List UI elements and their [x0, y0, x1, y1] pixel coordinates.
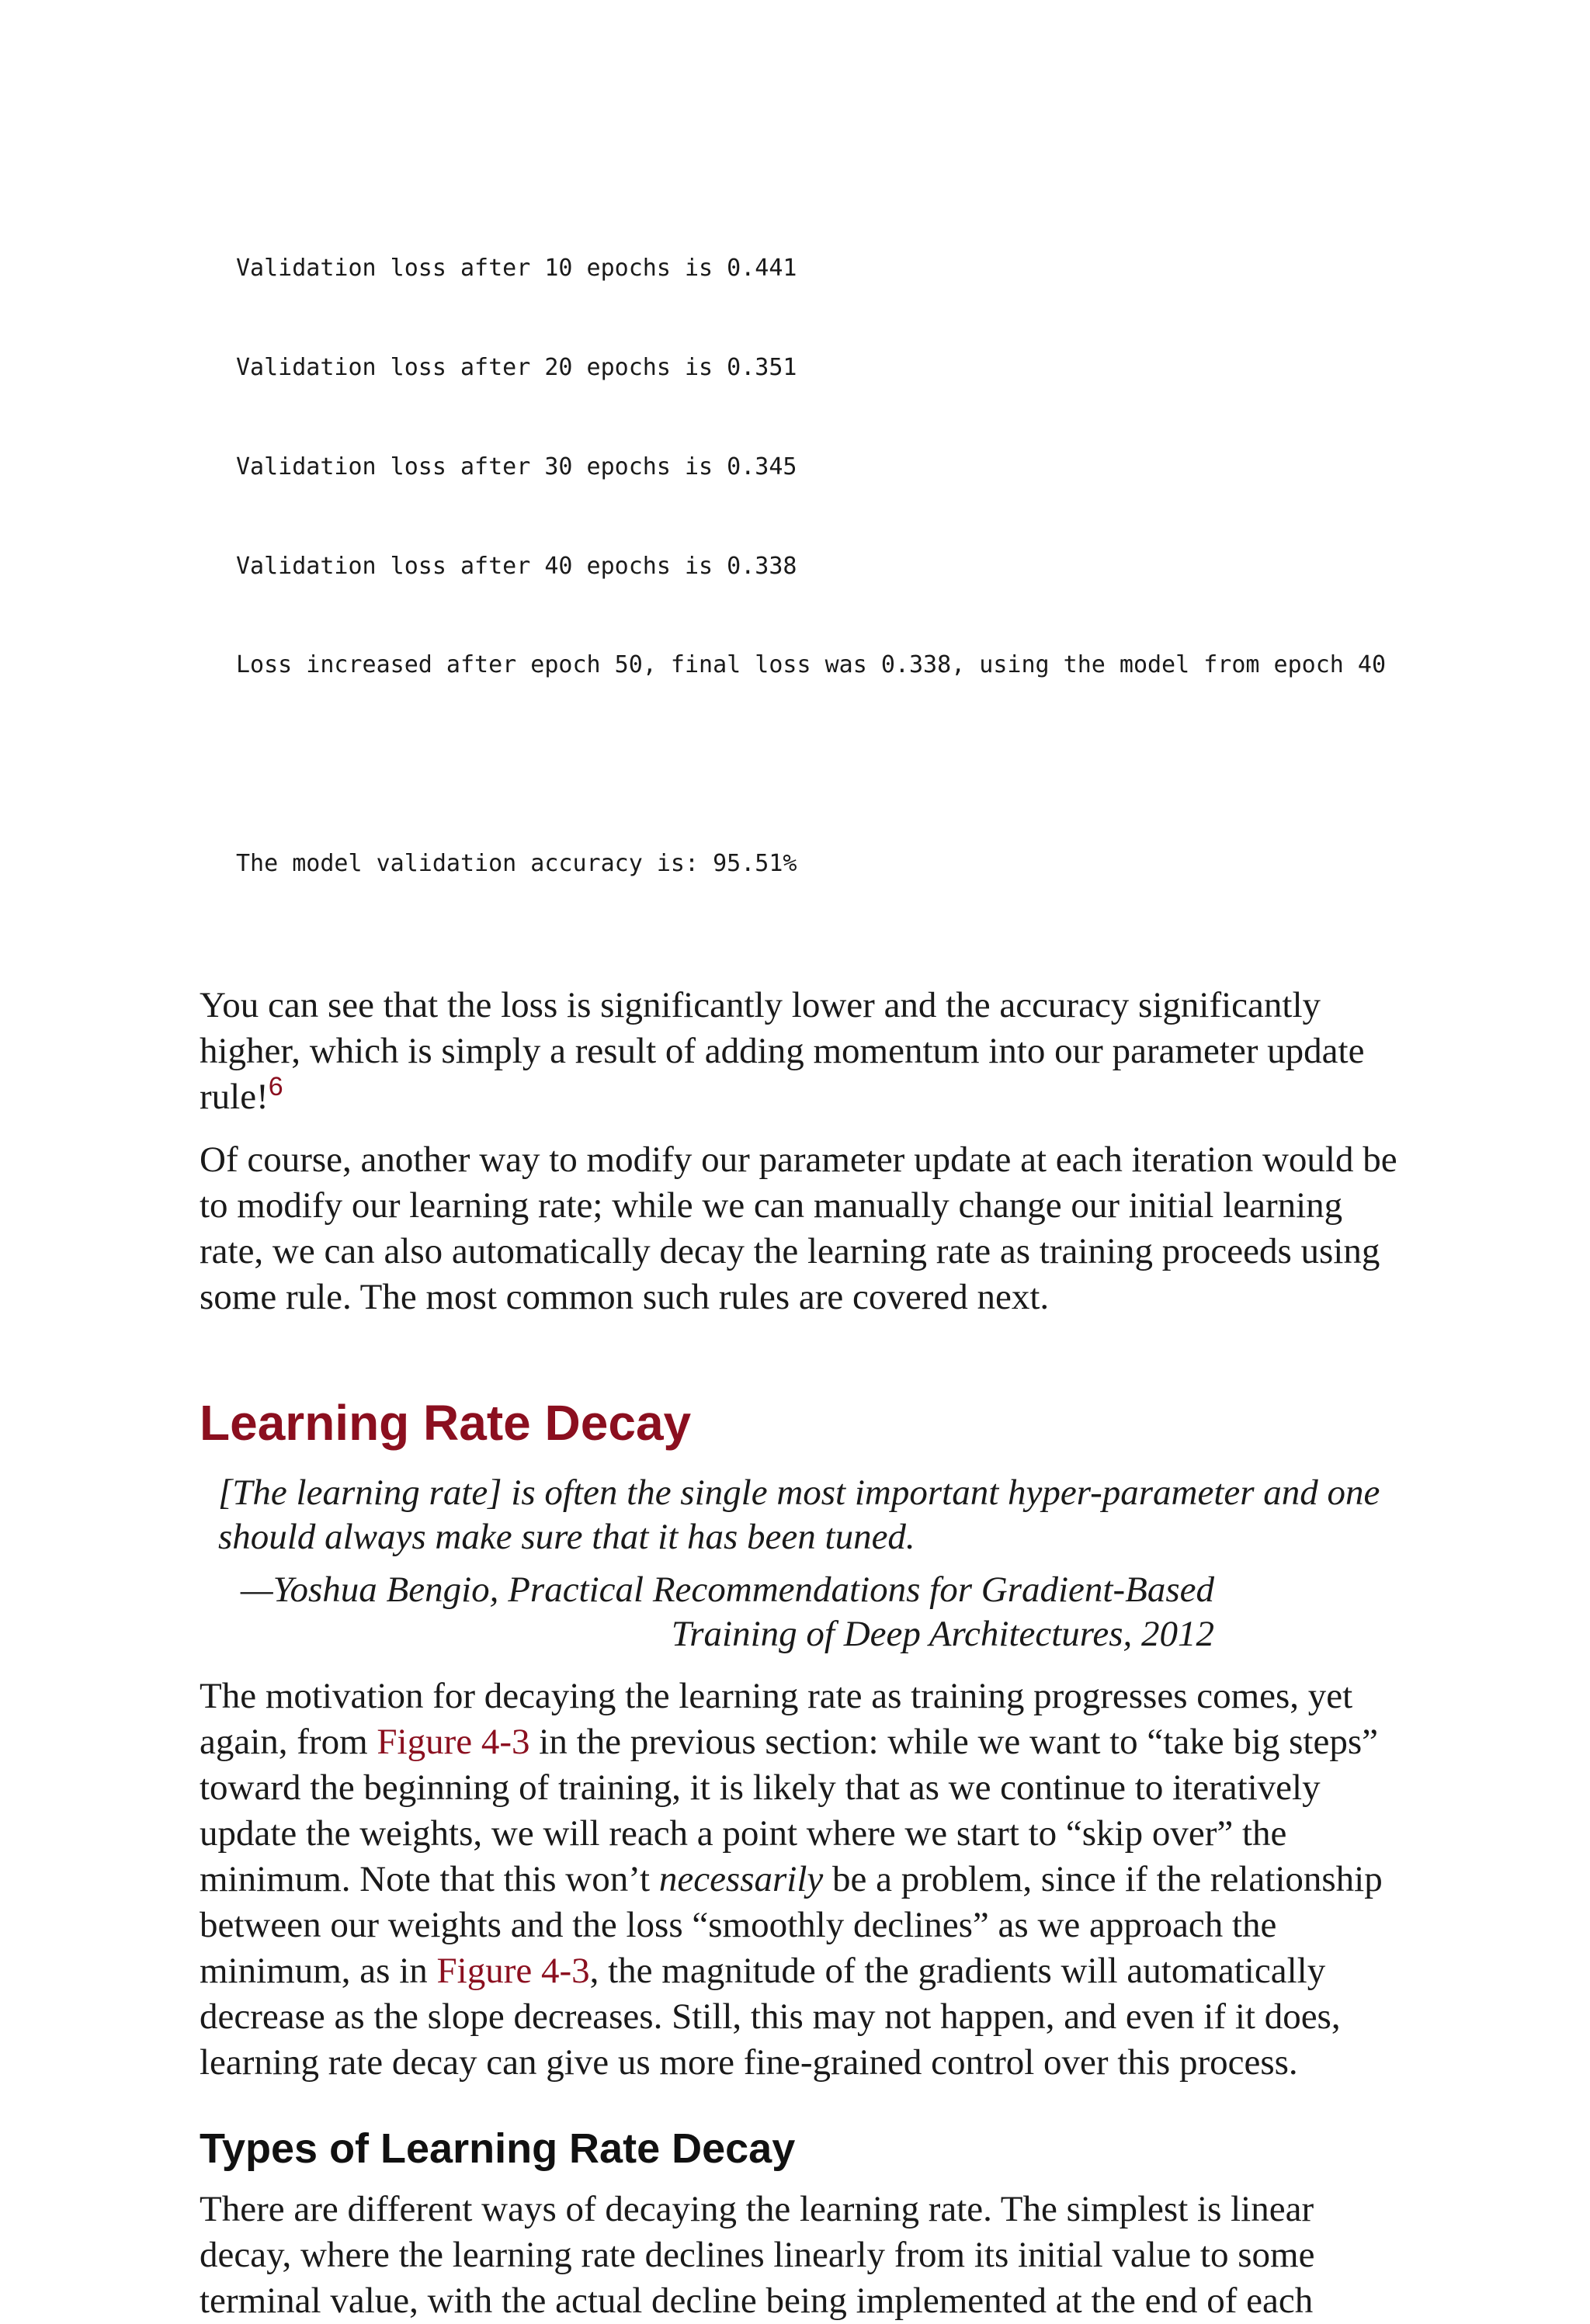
paragraph-motivation	[200, 1674, 1411, 2086]
paragraph-decay-types: There are different ways of decaying the learning rate. The simplest is linear decay, where the learning rate declines linearly from its initial value to some terminal value, with the actual decline being implemented at the end of each	[200, 2188, 1315, 2321]
code-line: The model validation accuracy is: 95.51%	[236, 849, 797, 877]
code-line: Validation loss after 30 epochs is 0.345	[236, 453, 797, 480]
epigraph-work-title: Practical Recommendations for Gradient-Based Training of Deep Architectures	[508, 1569, 1214, 1654]
code-line: Validation loss after 40 epochs is 0.338	[236, 552, 797, 580]
section-heading: Learning Rate Decay	[200, 1394, 692, 1451]
text-run: , the magnitude of the gradients will automatically decrease as the slope decreases. Still, this may not happen, and even if it does, learning rate decay can give us more fine-grained control over this process.	[200, 1950, 1341, 2083]
paragraph-momentum-result	[200, 983, 1411, 1120]
page-content	[200, 186, 1411, 2324]
emphasis-text: necessarily	[658, 1858, 824, 1899]
footnote-marker[interactable]: 6	[268, 1071, 283, 1101]
text-run: in the previous section: while we want to “take big steps” toward the beginning of training, it is likely that as we continue to iteratively update the weights, we will reach a point where we start to “skip over” the minimum. Note that this won’t	[200, 1721, 1378, 1899]
figure-link[interactable]: Figure 4-3	[377, 1721, 530, 1762]
code-line: Loss increased after epoch 50, final loss was 0.338, using the model from epoch 40	[236, 651, 1387, 679]
epigraph-quote: [The learning rate] is often the single most important hyper-parameter and one should always make sure that it has been tuned.	[218, 1472, 1380, 1557]
figure-link[interactable]: Figure 4-3	[436, 1950, 590, 1991]
text-run: be a problem, since if the relationship between our weights and the loss “smoothly declines” as we approach the minimum, as in	[200, 1858, 1383, 1991]
code-blank-line	[236, 748, 1411, 782]
subsection-heading: Types of Learning Rate Decay	[200, 2125, 796, 2172]
epigraph-author: —Yoshua Bengio,	[240, 1569, 509, 1610]
paragraph-text: You can see that the loss is significantly lower and the accuracy significantly higher, which is simply a result of adding momentum into our parameter update rule!	[200, 984, 1365, 1117]
epigraph	[218, 1471, 1383, 1656]
code-output-block	[236, 186, 1411, 947]
code-line: Validation loss after 10 epochs is 0.441	[236, 255, 797, 283]
epigraph-year: , 2012	[1123, 1613, 1214, 1654]
epigraph-attribution	[218, 1568, 1214, 1656]
code-line: Validation loss after 20 epochs is 0.351	[236, 353, 797, 381]
paragraph-modify-learning-rate: Of course, another way to modify our parameter update at each iteration would be to modify our learning rate; while we can manually change our initial learning rate, we can also automatically decay the learning rate as training proceeds using some rule. The most common such rules are covered next.	[200, 1139, 1397, 1317]
text-run: The motivation for decaying the learning rate as training progresses comes, yet again, from	[200, 1675, 1353, 1762]
